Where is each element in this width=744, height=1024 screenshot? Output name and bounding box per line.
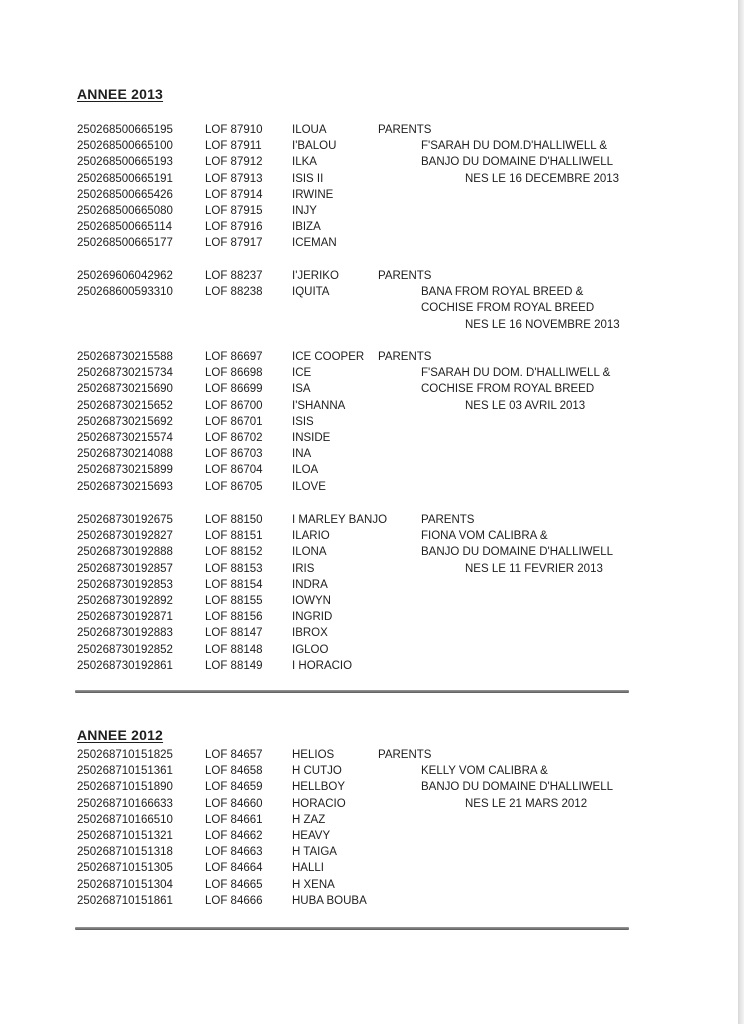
chip-number: 250268710166633	[77, 797, 173, 810]
chip-number: 250268730192871	[77, 611, 173, 624]
puppy-name: IBIZA	[292, 221, 321, 234]
puppy-name: ILARIO	[292, 530, 330, 543]
parent-line: F'SARAH DU DOM.D'HALLIWELL &	[421, 140, 608, 153]
puppy-name: IBROX	[292, 627, 328, 640]
lof-number: LOF 84661	[205, 813, 263, 826]
puppy-name: INGRID	[292, 611, 333, 624]
puppy-name: ILOVE	[292, 480, 326, 493]
puppy-row	[0, 187, 744, 203]
puppy-row	[0, 171, 744, 187]
puppy-name: ILKA	[292, 156, 317, 169]
puppy-row	[0, 658, 744, 674]
puppy-row	[0, 625, 744, 641]
lof-number: LOF 86697	[205, 351, 263, 363]
puppy-name: HELLBOY	[292, 781, 346, 794]
puppy-name: ILOA	[292, 464, 319, 477]
puppy-name: IRWINE	[292, 188, 334, 201]
puppy-name: I'BALOU	[292, 140, 337, 153]
puppy-row	[0, 430, 744, 446]
lof-number: LOF 87912	[205, 156, 263, 169]
chip-number: 250268730215693	[77, 480, 173, 493]
puppy-name: H TAIGA	[292, 846, 337, 859]
lof-number: LOF 84663	[205, 846, 263, 859]
lof-number: LOF 88238	[205, 286, 263, 299]
puppy-name: IRIS	[292, 562, 315, 575]
parent-line: KELLY VOM CALIBRA &	[421, 765, 548, 778]
chip-number: 250268730215652	[77, 399, 173, 412]
puppy-name: ILOUA	[292, 124, 327, 136]
puppy-row	[0, 779, 744, 795]
chip-number: 250268500665114	[77, 221, 173, 234]
litter-block	[0, 122, 744, 252]
chip-number: 250268500665195	[77, 124, 173, 136]
puppy-row	[0, 479, 744, 495]
lof-number: LOF 87914	[205, 188, 263, 201]
chip-number: 250268730215692	[77, 415, 173, 428]
puppy-row	[0, 446, 744, 462]
puppy-row	[0, 398, 744, 414]
chip-number: 250268710151318	[77, 846, 173, 859]
lof-number: LOF 87915	[205, 204, 263, 217]
litter-block	[0, 268, 744, 331]
lof-number: LOF 86700	[205, 399, 263, 412]
parent-line: BANJO DU DOMAINE D'HALLIWELL	[421, 156, 613, 169]
puppy-row	[0, 747, 744, 763]
puppy-name: H XENA	[292, 878, 335, 891]
puppy-row	[0, 381, 744, 397]
lof-number: LOF 84657	[205, 749, 263, 761]
chip-number: 250268730192852	[77, 643, 173, 656]
parent-line: COCHISE FROM ROYAL BREED	[421, 302, 595, 315]
lof-number: LOF 87913	[205, 172, 263, 185]
puppy-name: ISA	[292, 383, 311, 396]
parent-line: COCHISE FROM ROYAL BREED	[421, 383, 595, 396]
chip-number: 250268710151825	[77, 749, 173, 761]
chip-number: 250268710151305	[77, 862, 173, 875]
lof-number: LOF 88153	[205, 562, 263, 575]
section-divider	[75, 690, 629, 693]
puppy-row	[0, 763, 744, 779]
litter-block	[0, 747, 744, 909]
puppy-name: IGLOO	[292, 643, 329, 656]
parent-line: BANA FROM ROYAL BREED &	[421, 286, 584, 299]
puppy-name: H ZAZ	[292, 813, 326, 826]
puppy-name: ICEMAN	[292, 237, 337, 250]
puppy-name: ILONA	[292, 546, 327, 559]
chip-number: 250268730215574	[77, 431, 173, 444]
birth-date: NES LE 16 DECEMBRE 2013	[465, 172, 620, 185]
puppy-name: IQUITA	[292, 286, 330, 299]
lof-number: LOF 86703	[205, 448, 263, 461]
lof-number: LOF 88147	[205, 627, 263, 640]
puppy-row	[0, 796, 744, 812]
chip-number: 250268500665426	[77, 188, 173, 201]
puppy-row	[0, 349, 744, 365]
parents-label: PARENTS	[378, 351, 432, 363]
lof-number: LOF 86699	[205, 383, 263, 396]
lof-number: LOF 88150	[205, 514, 263, 526]
lof-number: LOF 84664	[205, 862, 263, 875]
lof-number: LOF 84658	[205, 765, 263, 778]
chip-number: 250268730192675	[77, 514, 173, 526]
chip-number: 250268600593310	[77, 286, 173, 299]
birth-date: NES LE 16 NOVEMBRE 2013	[465, 318, 620, 331]
puppy-name: ICE COOPER	[292, 351, 365, 363]
lof-number: LOF 87917	[205, 237, 263, 250]
lof-number: LOF 86705	[205, 480, 263, 493]
lof-number: LOF 88148	[205, 643, 263, 656]
litter-block	[0, 512, 744, 674]
chip-number: 250268710151321	[77, 829, 173, 842]
puppy-row	[0, 528, 744, 544]
chip-number: 250268710151890	[77, 781, 173, 794]
puppy-row	[0, 512, 744, 528]
chip-number: 250268730214088	[77, 448, 173, 461]
puppy-name: HALLI	[292, 862, 324, 875]
lof-number: LOF 88154	[205, 578, 263, 591]
chip-number: 250268730192888	[77, 546, 173, 559]
chip-number: 250268730192883	[77, 627, 173, 640]
parent-line: F'SARAH DU DOM. D'HALLIWELL &	[421, 367, 611, 380]
puppy-name: INDRA	[292, 578, 328, 591]
year-heading: ANNEE 2013	[77, 86, 164, 102]
chip-number: 250268730192857	[77, 562, 173, 575]
lof-number: LOF 86698	[205, 367, 263, 380]
birth-date: NES LE 11 FEVRIER 2013	[465, 562, 603, 575]
chip-number: 250268710151361	[77, 765, 173, 778]
chip-number: 250268500665191	[77, 172, 173, 185]
puppy-name: INSIDE	[292, 431, 331, 444]
puppy-name: INA	[292, 448, 312, 461]
birth-date: NES LE 03 AVRIL 2013	[465, 399, 586, 412]
lof-number: LOF 84662	[205, 829, 263, 842]
chip-number: 250268730215690	[77, 383, 173, 396]
lof-number: LOF 86701	[205, 415, 263, 428]
lof-number: LOF 84659	[205, 781, 263, 794]
puppy-row	[0, 414, 744, 430]
puppy-row	[0, 365, 744, 381]
lof-number: LOF 88155	[205, 594, 263, 607]
puppy-name: ISIS II	[292, 172, 324, 185]
puppy-name: ICE	[292, 367, 312, 380]
parents-label: PARENTS	[421, 514, 475, 526]
chip-number: 250268730192827	[77, 530, 173, 543]
lof-number: LOF 87916	[205, 221, 263, 234]
chip-number: 250268730192861	[77, 659, 173, 672]
chip-number: 250268730215899	[77, 464, 173, 477]
puppy-name: I MARLEY BANJO	[292, 514, 388, 526]
lof-number: LOF 88156	[205, 611, 263, 624]
puppy-name: H CUTJO	[292, 765, 342, 778]
lof-number: LOF 88152	[205, 546, 263, 559]
chip-number: 250268500665080	[77, 204, 173, 217]
puppy-name: I'SHANNA	[292, 399, 346, 412]
chip-number: 250268500665193	[77, 156, 173, 169]
puppy-name: HORACIO	[292, 797, 346, 810]
chip-number: 250268500665177	[77, 237, 173, 250]
parent-line: BANJO DU DOMAINE D'HALLIWELL	[421, 781, 613, 794]
puppy-name: ISIS	[292, 415, 314, 428]
parents-label: PARENTS	[378, 270, 432, 282]
lof-number: LOF 87911	[205, 140, 262, 153]
puppy-row	[0, 877, 744, 893]
parent-line: FIONA VOM CALIBRA &	[421, 530, 548, 543]
lof-number: LOF 88237	[205, 270, 263, 282]
puppy-name: HUBA BOUBA	[292, 894, 367, 907]
puppy-row	[0, 561, 744, 577]
puppy-row	[0, 138, 744, 154]
puppy-row	[0, 828, 744, 844]
lof-number: LOF 86702	[205, 431, 263, 444]
lof-number: LOF 87910	[205, 124, 263, 136]
lof-number: LOF 88149	[205, 659, 263, 672]
puppy-row	[0, 154, 744, 170]
birth-date: NES LE 21 MARS 2012	[465, 797, 588, 810]
chip-number: 250269606042962	[77, 270, 173, 282]
lof-number: LOF 84665	[205, 878, 263, 891]
puppy-row	[0, 893, 744, 909]
parent-line: BANJO DU DOMAINE D'HALLIWELL	[421, 546, 613, 559]
puppy-name: HELIOS	[292, 749, 335, 761]
chip-number: 250268710166510	[77, 813, 173, 826]
puppy-row	[0, 593, 744, 609]
puppy-row	[0, 268, 744, 284]
puppy-name: IOWYN	[292, 594, 331, 607]
puppy-name: I HORACIO	[292, 659, 353, 672]
puppy-row	[0, 544, 744, 560]
puppy-row	[0, 462, 744, 478]
chip-number: 250268730192892	[77, 594, 173, 607]
chip-number: 250268730215734	[77, 367, 173, 380]
chip-number: 250268730192853	[77, 578, 173, 591]
lof-number: LOF 84666	[205, 894, 263, 907]
puppy-row	[0, 860, 744, 876]
puppy-row	[0, 609, 744, 625]
chip-number: 250268710151304	[77, 878, 173, 891]
puppy-row	[0, 577, 744, 593]
parents-label: PARENTS	[378, 749, 432, 761]
section-divider	[75, 927, 629, 930]
puppy-name: I'JERIKO	[292, 270, 339, 282]
chip-number: 250268730215588	[77, 351, 173, 363]
lof-number: LOF 84660	[205, 797, 263, 810]
lof-number: LOF 86704	[205, 464, 263, 477]
chip-number: 250268500665100	[77, 140, 173, 153]
puppy-row	[0, 844, 744, 860]
puppy-row	[0, 235, 744, 251]
chip-number: 250268710151861	[77, 894, 173, 907]
litter-block	[0, 349, 744, 495]
puppy-row	[0, 122, 744, 138]
parents-label: PARENTS	[378, 124, 432, 136]
puppy-row	[0, 812, 744, 828]
puppy-row	[0, 219, 744, 235]
puppy-name: HEAVY	[292, 829, 331, 842]
puppy-row	[0, 284, 744, 300]
puppy-row	[0, 203, 744, 219]
lof-number: LOF 88151	[205, 530, 263, 543]
puppy-name: INJY	[292, 204, 317, 217]
year-heading: ANNEE 2012	[77, 727, 164, 743]
puppy-row	[0, 642, 744, 658]
